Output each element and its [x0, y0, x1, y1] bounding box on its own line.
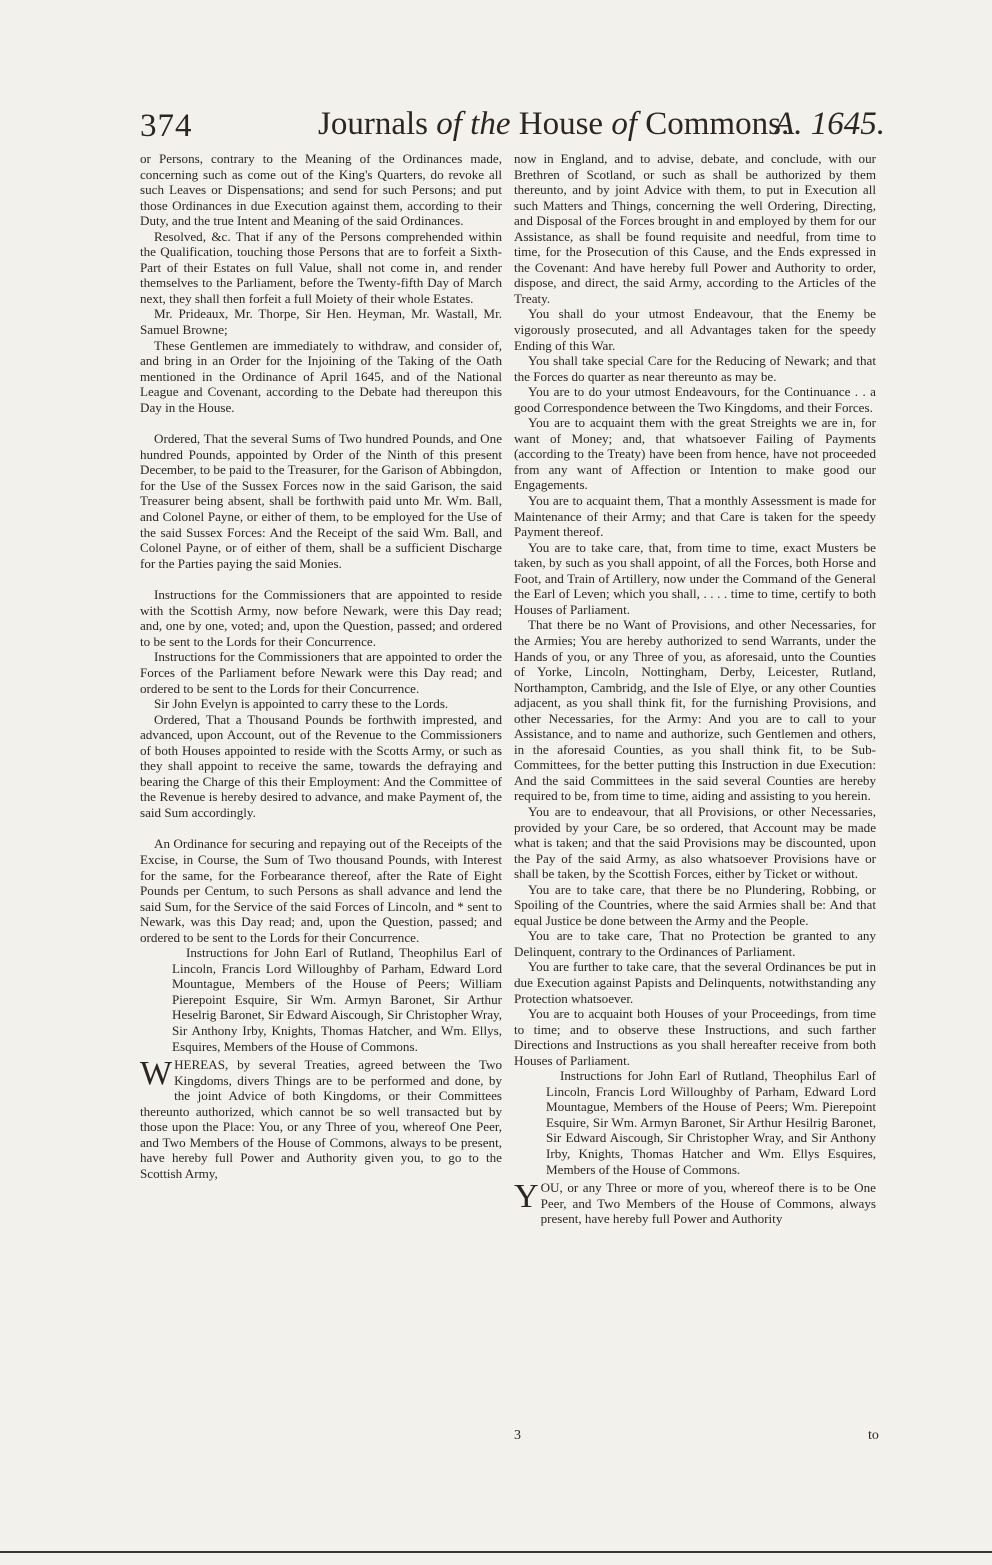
drop-cap: W — [140, 1055, 173, 1093]
running-header — [140, 104, 885, 150]
paragraph: Ordered, That a Thousand Pounds be forthwith imprested, and advanced, upon Account, out of the Revenue to the Commissioners of both Houses appointed to reside with the Scotts Army, or such as they shall appoint to receive the same, towards the defraying and bearing the Charge of this their Employment: And the Committee of the Revenue is hereby desired to advance, and make Payment of, the said Sum accordingly. — [140, 711, 502, 820]
title-word: House — [518, 106, 604, 142]
paragraph: or Persons, contrary to the Meaning of the Ordinances made, concerning such as come out of the King's Quarters, do revoke all such Leaves or Dispensations; and send for such Persons; and put those Ordinances in due Execution against them, according to their Duty, and the true Intent and Meaning of the said Ordinances. — [140, 151, 502, 229]
paragraph: You are to take care, That no Protection be granted to any Delinquent, contrary to the Ordinances of Parliament. — [514, 928, 876, 959]
catchword: to — [868, 1428, 879, 1443]
paragraph: These Gentlemen are immediately to withdraw, and consider of, and bring in an Order for the Injoining of the Taking of the Oath mentioned in the Ordinance of April 1645, and of the National League and Covenant, according to the Debate had thereupon this Day in the House. — [140, 337, 502, 415]
paragraph: You are to acquaint them with the great Streights we are in, for want of Money; and, that whatsoever Failing of Payments (according to the Treaty) have been from hence, have not proceeded from any want of Affection or Intention to make good our Engagements. — [514, 415, 876, 493]
you-paragraph — [514, 1180, 876, 1227]
paragraph: That there be no Want of Provisions, and other Necessaries, for the Armies; You are hereby authorized to send Warrants, under the Hands of you, or any Three of you, as aforesaid, unto the Counties of Yorke, Lincoln, Nottingham, Derby, Leicester, Rutland, Northampton, Cambridg, and the Isle of Elye, or any other Counties adjacent, as you shall think fit, for the furnishing Provisions, and other Necessaries, for the Army: And you are to call to your Assistance, and to name and authorize, such Gentlemen and others, in the aforesaid Counties, as you shall think fit, to be Sub-Committees, for the better putting this Instruction in due Execution: And the said Committees in the said several Counties are hereby required to be, from time to time, aiding and assisting to you herein. — [514, 617, 876, 804]
paragraph: now in England, and to advise, debate, and conclude, with our Brethren of Scotland, or such as shall be authorized by them thereunto, and by joint Advice with them, to put in Execution all such Matters and Things, concerning the well Ordering, Directing, and Disposal of the Forces brought in and employed by them for our Assistance, as shall be found requisite and needful, from time to time, for the Prosecution of this Cause, and the Ends expressed in the Covenant: And have hereby full Power and Authority to order, dispose, and direct, the said Army, according to the Articles of the Treaty. — [514, 151, 876, 306]
title-word: of — [436, 106, 462, 142]
journal-title — [318, 106, 789, 143]
year-label: A. 1645. — [774, 106, 885, 142]
paragraph: You are to acquaint both Houses of your Proceedings, from time to time; and to observe these Instructions, and such farther Directions and Instructions as you shall hereafter receive from both Houses of Parliament. — [514, 1006, 876, 1068]
signature-mark: 3 — [514, 1428, 521, 1443]
paragraph: Sir John Evelyn is appointed to carry these to the Lords. — [154, 696, 449, 712]
instructions-heading: Instructions for John Earl of Rutland, Theophilus Earl of Lincoln, Francis Lord Willoughby of Parham, Edward Lord Mountague, Members of the House of Peers; Wm. Pierepoint Esquire, Sir Wm. Armyn Baronet, Sir Arthur Hesilrig Baronet, Sir Edward Aiscough, Sir Christopher Wray, and Sir Anthony Irby, Knights, Thomas Hatcher and Wm. Ellys Esquires, Members of the House of Commons. — [546, 1068, 876, 1177]
paragraph: You are to endeavour, that all Provisions, or other Necessaries, provided by your Care, be so ordered, that Account may be made what is taken; and that the said Provisions may be discounted, upon the Pay of the said Army, as also whatsoever Provisions have or shall be taken, by the Scottish Forces, either by Ticket or without. — [514, 803, 876, 882]
title-word: of — [611, 106, 637, 142]
bottom-rule — [0, 1551, 992, 1553]
paragraph: You shall take special Care for the Reducing of Newark; and that the Forces do quarter as near thereunto as may be. — [514, 353, 876, 384]
page-number: 374 — [140, 108, 193, 144]
paragraph: Instructions for the Commissioners that are appointed to reside with the Scottish Army, now before Newark, were this Day read; and, one by one, voted; and, upon the Question, passed; and ordered to be sent to the Lords for their Concurrence. — [140, 587, 502, 649]
whereas-paragraph — [140, 1057, 502, 1181]
drop-cap: Y — [514, 1178, 539, 1216]
title-word: Journals — [318, 106, 428, 142]
left-column — [140, 151, 502, 1181]
whereas-text: HEREAS, by several Treaties, agreed between the Two Kingdoms, divers Things are to be performed and done, by the joint Advice of both Kingdoms, or their Committees thereunto authorized, which cannot be so well transacted but by those upon the Place: You, or any Three of you, whereof One Peer, and Two Members of the House of Commons, always to be present, have hereby full Power and Authority given you, to go to the Scottish Army, — [140, 1057, 502, 1181]
you-text: OU, or any Three or more of you, whereof there is to be One Peer, and Two Members of the House of Commons, always present, have hereby full Power and Authority — [540, 1180, 876, 1227]
paragraph: Mr. Prideaux, Mr. Thorpe, Sir Hen. Heyman, Mr. Wastall, Mr. Samuel Browne; — [140, 306, 502, 338]
paragraph: Ordered, That the several Sums of Two hundred Pounds, and One hundred Pounds, appointed by Order of the Ninth of this present December, to be paid to the Treasurer, for the Garison of Abbingdon, for the Use of the Sussex Forces now in the said Garison, the said Treasurer being absent, shall be forthwith paid unto Mr. Wm. Ball, and Colonel Payne, or either of them, to be employed for the Use of the said Sussex Forces: And the Receipt of the said Wm. Ball, and Colonel Payne, or of either of them, shall be a sufficient Discharge for the Parties paying the said Monies. — [140, 431, 502, 571]
paragraph: You are to take care, that, from time to time, exact Musters be taken, by such as you shall appoint, of all the Forces, both Horse and Foot, and Train of Artillery, now under the Command of the General the Earl of Leven; which you shall, . . . . time to time, certify to both Houses of Parliament. — [514, 539, 876, 617]
paragraph: You shall do your utmost Endeavour, that the Enemy be vigorously prosecuted, and all Advantages taken for the speedy Ending of this War. — [514, 306, 876, 353]
title-word: Commons. — [645, 106, 790, 142]
title-word: the — [470, 106, 511, 142]
instructions-heading: Instructions for John Earl of Rutland, Theophilus Earl of Lincoln, Francis Lord Willoughby of Parham, Edward Lord Mountague, Members of the House of Peers; William Pierepoint Esquire, Sir Wm. Armyn Baronet, Sir Arthur Heselrig Baronet, Sir Edward Aiscough, Sir Christopher Wray, Sir Anthony Irby, Knights, Thomas Hatcher, and Wm. Ellys, Esquires, Members of the House of Commons. — [172, 945, 502, 1054]
paragraph: You are to take care, that there be no Plundering, Robbing, or Spoiling of the Countries, where the said Armies shall be: And that equal Justice be done between the Army and the People. — [514, 881, 876, 928]
paragraph: Resolved, &c. That if any of the Persons comprehended within the Qualification, touching those Persons that are to forfeit a Sixth-Part of their Estates on full Value, shall not come in, and render themselves to the Parliament, before the Twenty-fifth Day of March next, they shall then forfeit a full Moiety of their whole Estates. — [140, 228, 502, 306]
right-column — [514, 151, 876, 1227]
paragraph: You are further to take care, that the several Ordinances be put in due Execution against Papists and Delinquents, notwithstanding any Protection whatsoever. — [514, 959, 876, 1006]
paragraph: You are to acquaint them, That a monthly Assessment is made for Maintenance of their Army; and that Care is taken for the speedy Payment thereof. — [514, 493, 876, 540]
paragraph: You are to do your utmost Endeavours, for the Continuance . . a good Correspondence between the Two Kingdoms, and their Forces. — [514, 384, 876, 415]
paragraph: An Ordinance for securing and repaying out of the Receipts of the Excise, in Course, the Sum of Two thousand Pounds, with Interest for the same, for the Forbearance thereof, after the Rate of Eight Pounds per Centum, to such Persons as shall advance and lend the said Sum, for the Service of the said Forces of Lincoln, and * sent to Newark, was this Day read; and, upon the Question, passed; and ordered to be sent to the Lords for their Concurrence. — [140, 836, 502, 945]
paragraph: Instructions for the Commissioners that are appointed to order the Forces of the Parliament before Newark were this Day read; and ordered to be sent to the Lords for their Concurrence. — [140, 649, 502, 696]
